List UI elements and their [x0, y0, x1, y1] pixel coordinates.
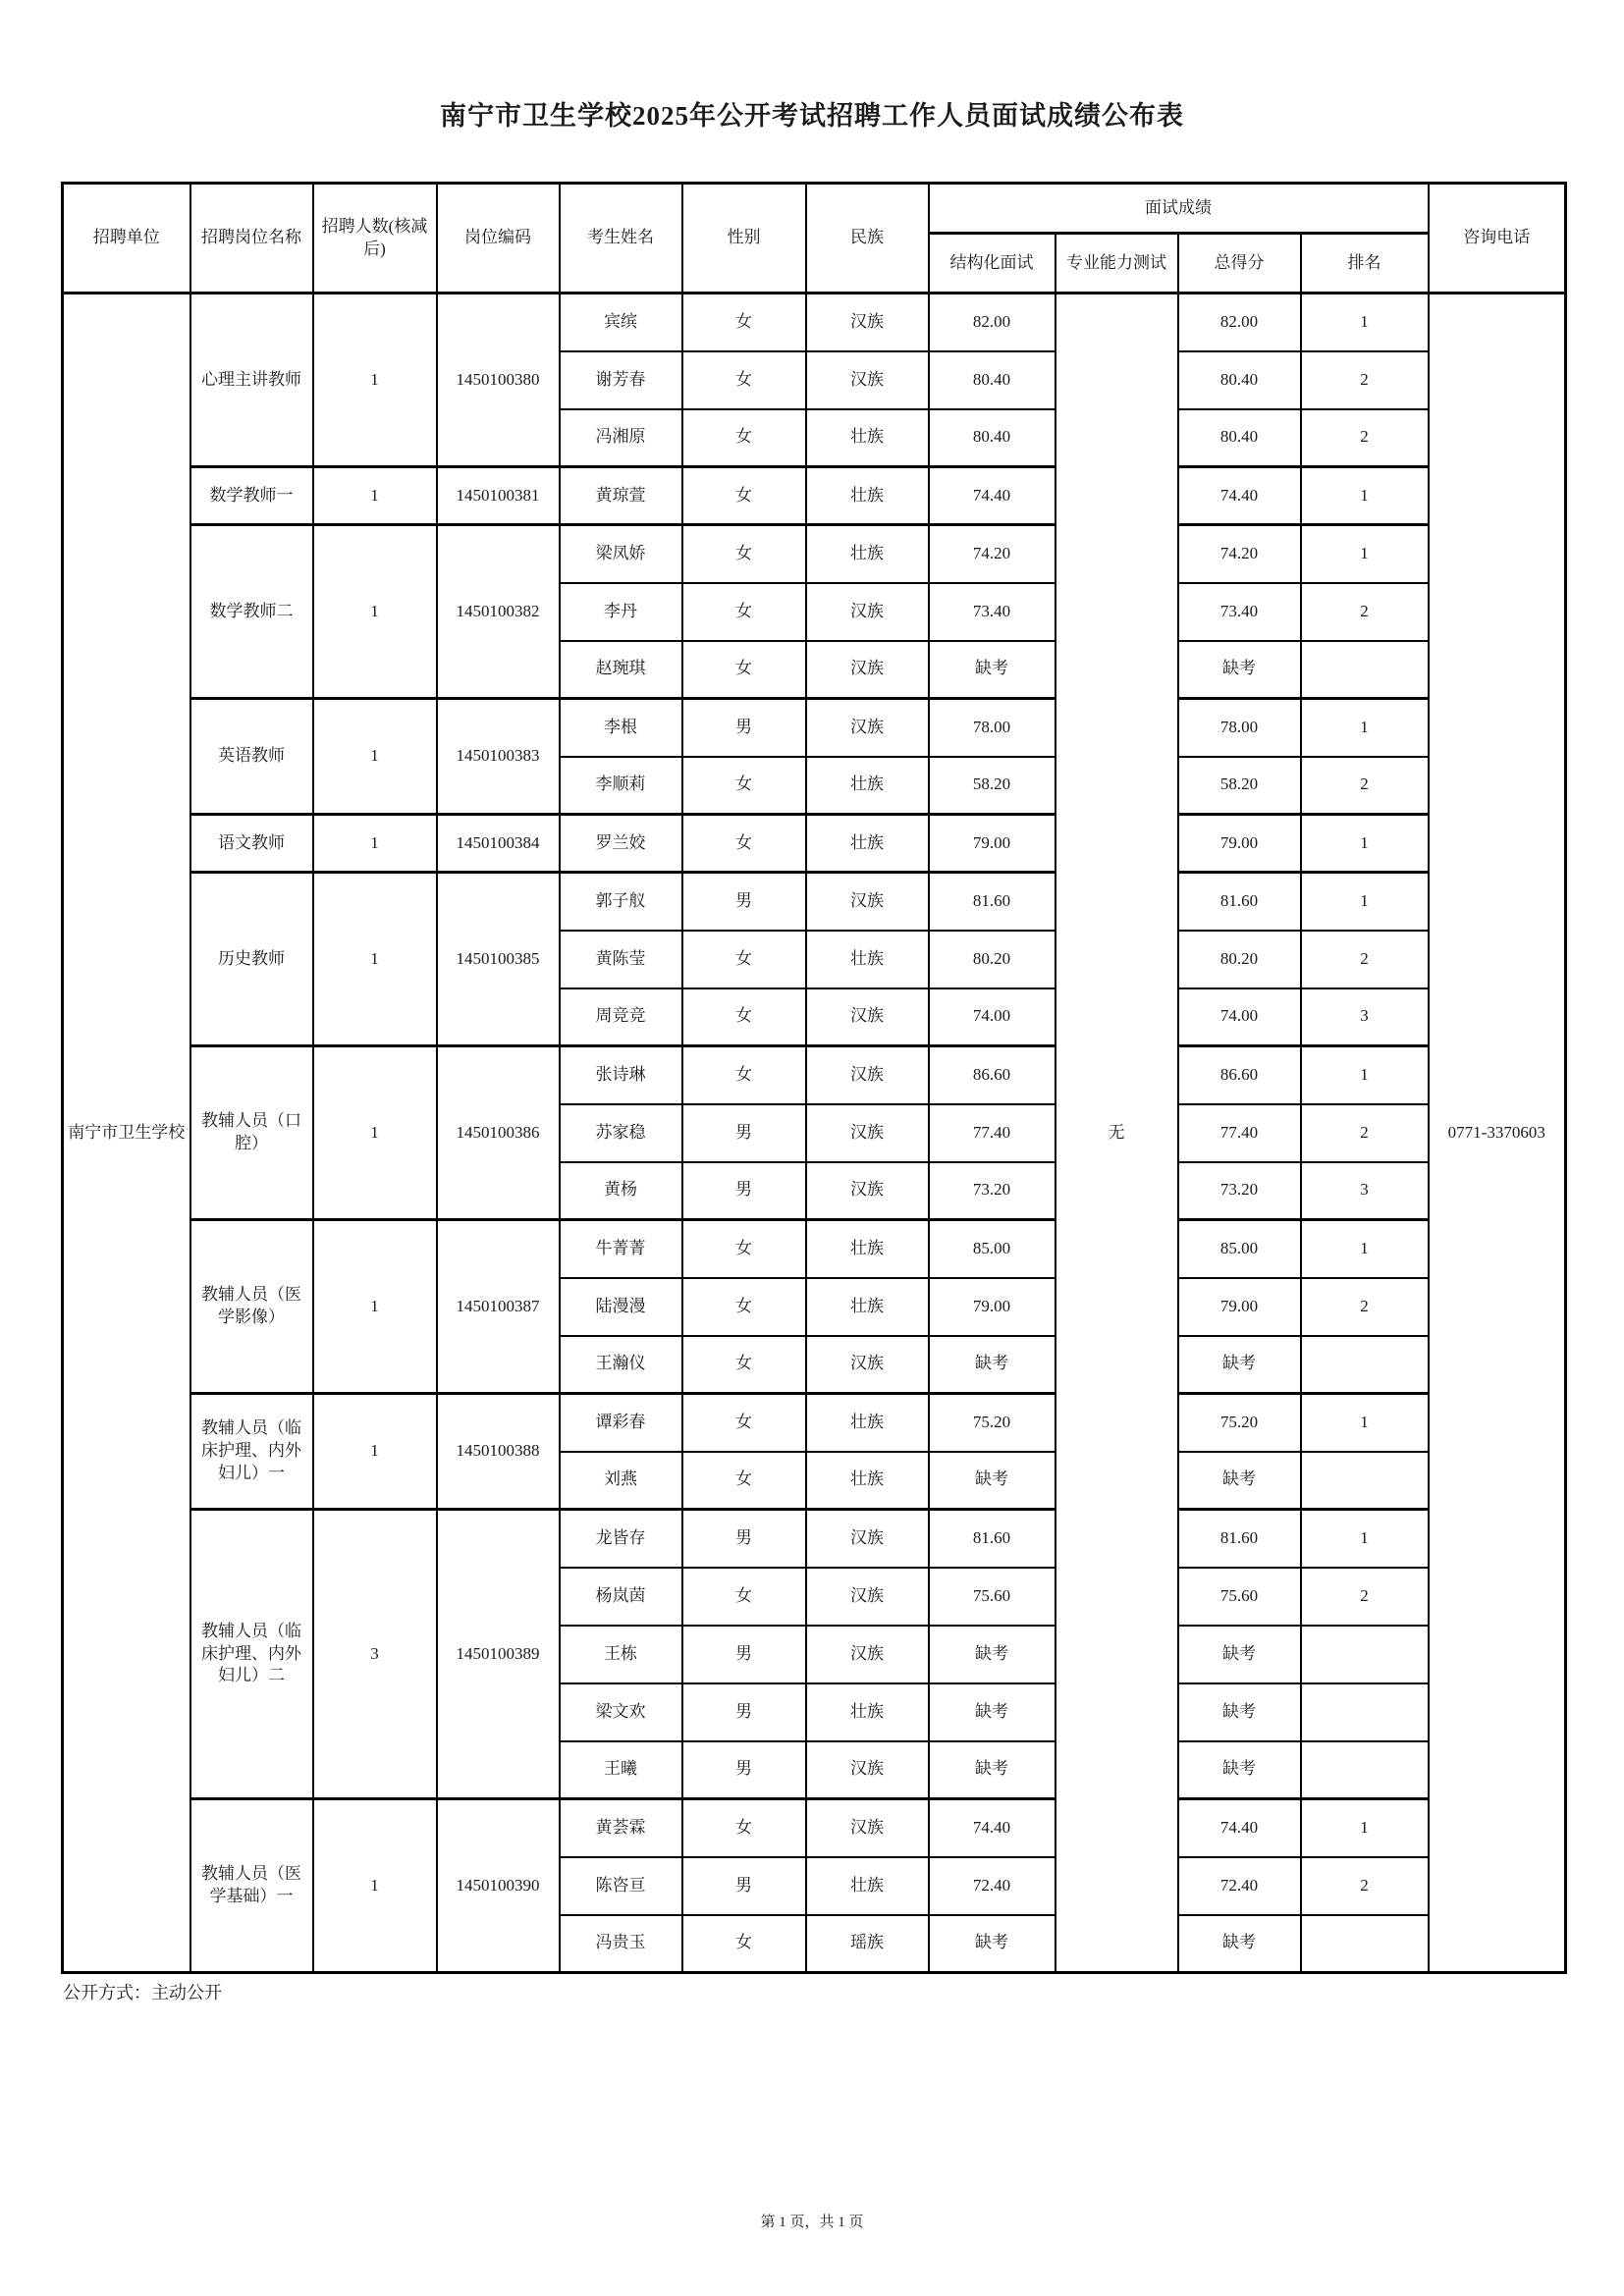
- structured-score-cell: 85.00: [929, 1220, 1056, 1278]
- header-total: 总得分: [1178, 234, 1301, 294]
- structured-score-cell: 74.40: [929, 1799, 1056, 1857]
- structured-score-cell: 75.20: [929, 1394, 1056, 1452]
- score-table-container: [61, 182, 1567, 1974]
- total-score-cell: 缺考: [1178, 1336, 1301, 1394]
- structured-score-cell: 58.20: [929, 757, 1056, 815]
- candidate-name-cell: 张诗琳: [560, 1046, 682, 1104]
- total-score-cell: 80.40: [1178, 351, 1301, 409]
- total-score-cell: 74.00: [1178, 988, 1301, 1046]
- headcount-cell: 1: [313, 294, 437, 467]
- candidate-name-cell: 苏家稳: [560, 1104, 682, 1162]
- rank-cell: 2: [1301, 1104, 1429, 1162]
- header-interview-group: 面试成绩: [929, 184, 1429, 234]
- ethnicity-cell: 汉族: [806, 988, 929, 1046]
- ethnicity-cell: 壮族: [806, 1394, 929, 1452]
- ethnicity-cell: 壮族: [806, 815, 929, 873]
- rank-cell: [1301, 1741, 1429, 1799]
- position-cell: 数学教师二: [190, 525, 313, 699]
- rank-cell: 1: [1301, 525, 1429, 583]
- structured-score-cell: 缺考: [929, 641, 1056, 699]
- candidate-name-cell: 黄陈莹: [560, 931, 682, 988]
- headcount-cell: 3: [313, 1510, 437, 1799]
- structured-score-cell: 72.40: [929, 1857, 1056, 1915]
- total-score-cell: 80.40: [1178, 409, 1301, 467]
- rank-cell: 3: [1301, 988, 1429, 1046]
- gender-cell: 女: [682, 1915, 806, 1973]
- gender-cell: 男: [682, 1741, 806, 1799]
- headcount-cell: 1: [313, 699, 437, 815]
- header-rank: 排名: [1301, 234, 1429, 294]
- gender-cell: 男: [682, 1162, 806, 1220]
- total-score-cell: 79.00: [1178, 1278, 1301, 1336]
- table-row: [63, 815, 1566, 873]
- gender-cell: 女: [682, 1220, 806, 1278]
- structured-score-cell: 81.60: [929, 873, 1056, 931]
- structured-score-cell: 79.00: [929, 815, 1056, 873]
- rank-cell: 1: [1301, 815, 1429, 873]
- gender-cell: 男: [682, 1104, 806, 1162]
- ethnicity-cell: 汉族: [806, 1799, 929, 1857]
- total-score-cell: 73.20: [1178, 1162, 1301, 1220]
- rank-cell: 1: [1301, 467, 1429, 525]
- header-headcount: 招聘人数(核减后): [313, 184, 437, 294]
- rank-cell: [1301, 641, 1429, 699]
- professional-test-cell: 无: [1056, 294, 1178, 1973]
- header-unit: 招聘单位: [63, 184, 190, 294]
- rank-cell: 2: [1301, 351, 1429, 409]
- candidate-name-cell: 王曦: [560, 1741, 682, 1799]
- page-number: 第 1 页，共 1 页: [760, 2215, 864, 2230]
- gender-cell: 女: [682, 641, 806, 699]
- candidate-name-cell: 黄杨: [560, 1162, 682, 1220]
- total-score-cell: 85.00: [1178, 1220, 1301, 1278]
- rank-cell: 2: [1301, 583, 1429, 641]
- gender-cell: 女: [682, 467, 806, 525]
- ethnicity-cell: 壮族: [806, 525, 929, 583]
- position-cell: 教辅人员（口腔）: [190, 1046, 313, 1220]
- gender-cell: 男: [682, 1683, 806, 1741]
- candidate-name-cell: 郭子舣: [560, 873, 682, 931]
- gender-cell: 女: [682, 525, 806, 583]
- disclosure-note: 公开方式：主动公开: [63, 1983, 222, 2002]
- structured-score-cell: 74.00: [929, 988, 1056, 1046]
- candidate-name-cell: 冯贵玉: [560, 1915, 682, 1973]
- candidate-name-cell: 王栋: [560, 1626, 682, 1683]
- candidate-name-cell: 黄荟霖: [560, 1799, 682, 1857]
- code-cell: 1450100383: [437, 699, 560, 815]
- structured-score-cell: 缺考: [929, 1452, 1056, 1510]
- table-header: [63, 184, 1566, 294]
- header-professional: 专业能力测试: [1056, 234, 1178, 294]
- candidate-name-cell: 牛菁菁: [560, 1220, 682, 1278]
- candidate-name-cell: 陆漫漫: [560, 1278, 682, 1336]
- headcount-cell: 1: [313, 1220, 437, 1394]
- rank-cell: 1: [1301, 699, 1429, 757]
- candidate-name-cell: 龙皆存: [560, 1510, 682, 1568]
- gender-cell: 男: [682, 699, 806, 757]
- ethnicity-cell: 汉族: [806, 351, 929, 409]
- position-cell: 教辅人员（医学基础）一: [190, 1799, 313, 1973]
- candidate-name-cell: 黄琼萱: [560, 467, 682, 525]
- position-cell: 历史教师: [190, 873, 313, 1046]
- headcount-cell: 1: [313, 1046, 437, 1220]
- code-cell: 1450100389: [437, 1510, 560, 1799]
- header-position: 招聘岗位名称: [190, 184, 313, 294]
- table-row: [63, 467, 1566, 525]
- ethnicity-cell: 汉族: [806, 1510, 929, 1568]
- gender-cell: 女: [682, 1046, 806, 1104]
- ethnicity-cell: 汉族: [806, 1741, 929, 1799]
- code-cell: 1450100385: [437, 873, 560, 1046]
- structured-score-cell: 78.00: [929, 699, 1056, 757]
- code-cell: 1450100390: [437, 1799, 560, 1973]
- candidate-name-cell: 李丹: [560, 583, 682, 641]
- header-name: 考生姓名: [560, 184, 682, 294]
- table-row: [63, 525, 1566, 583]
- code-cell: 1450100380: [437, 294, 560, 467]
- gender-cell: 女: [682, 815, 806, 873]
- gender-cell: 女: [682, 409, 806, 467]
- ethnicity-cell: 汉族: [806, 1046, 929, 1104]
- ethnicity-cell: 壮族: [806, 1220, 929, 1278]
- rank-cell: 1: [1301, 873, 1429, 931]
- structured-score-cell: 79.00: [929, 1278, 1056, 1336]
- ethnicity-cell: 汉族: [806, 1626, 929, 1683]
- gender-cell: 女: [682, 583, 806, 641]
- candidate-name-cell: 杨岚茵: [560, 1568, 682, 1626]
- gender-cell: 男: [682, 873, 806, 931]
- position-cell: 数学教师一: [190, 467, 313, 525]
- ethnicity-cell: 壮族: [806, 931, 929, 988]
- header-structured: 结构化面试: [929, 234, 1056, 294]
- candidate-name-cell: 王瀚仪: [560, 1336, 682, 1394]
- code-cell: 1450100381: [437, 467, 560, 525]
- candidate-name-cell: 赵琬琪: [560, 641, 682, 699]
- rank-cell: 1: [1301, 1799, 1429, 1857]
- structured-score-cell: 80.40: [929, 351, 1056, 409]
- total-score-cell: 缺考: [1178, 1452, 1301, 1510]
- structured-score-cell: 80.20: [929, 931, 1056, 988]
- ethnicity-cell: 汉族: [806, 583, 929, 641]
- total-score-cell: 75.20: [1178, 1394, 1301, 1452]
- candidate-name-cell: 李根: [560, 699, 682, 757]
- total-score-cell: 78.00: [1178, 699, 1301, 757]
- ethnicity-cell: 汉族: [806, 641, 929, 699]
- rank-cell: 1: [1301, 1046, 1429, 1104]
- structured-score-cell: 77.40: [929, 1104, 1056, 1162]
- candidate-name-cell: 梁文欢: [560, 1683, 682, 1741]
- total-score-cell: 80.20: [1178, 931, 1301, 988]
- candidate-name-cell: 周竞竞: [560, 988, 682, 1046]
- total-score-cell: 缺考: [1178, 1626, 1301, 1683]
- structured-score-cell: 缺考: [929, 1683, 1056, 1741]
- gender-cell: 女: [682, 1799, 806, 1857]
- structured-score-cell: 缺考: [929, 1915, 1056, 1973]
- ethnicity-cell: 壮族: [806, 757, 929, 815]
- code-cell: 1450100384: [437, 815, 560, 873]
- gender-cell: 女: [682, 988, 806, 1046]
- ethnicity-cell: 汉族: [806, 294, 929, 351]
- ethnicity-cell: 汉族: [806, 1104, 929, 1162]
- structured-score-cell: 73.20: [929, 1162, 1056, 1220]
- table-row: [63, 1799, 1566, 1857]
- position-cell: 心理主讲教师: [190, 294, 313, 467]
- ethnicity-cell: 汉族: [806, 873, 929, 931]
- gender-cell: 女: [682, 1394, 806, 1452]
- structured-score-cell: 82.00: [929, 294, 1056, 351]
- ethnicity-cell: 汉族: [806, 1336, 929, 1394]
- table-row: [63, 294, 1566, 351]
- candidate-name-cell: 梁凤娇: [560, 525, 682, 583]
- position-cell: 语文教师: [190, 815, 313, 873]
- table-row: [63, 873, 1566, 931]
- table-row: [63, 1220, 1566, 1278]
- candidate-name-cell: 刘燕: [560, 1452, 682, 1510]
- total-score-cell: 缺考: [1178, 1683, 1301, 1741]
- structured-score-cell: 缺考: [929, 1741, 1056, 1799]
- header-gender: 性别: [682, 184, 806, 294]
- candidate-name-cell: 宾缤: [560, 294, 682, 351]
- gender-cell: 女: [682, 757, 806, 815]
- rank-cell: [1301, 1336, 1429, 1394]
- code-cell: 1450100382: [437, 525, 560, 699]
- position-cell: 教辅人员（临床护理、内外妇儿）二: [190, 1510, 313, 1799]
- rank-cell: [1301, 1683, 1429, 1741]
- page-title: 南宁市卫生学校2025年公开考试招聘工作人员面试成绩公布表: [440, 101, 1184, 131]
- rank-cell: [1301, 1452, 1429, 1510]
- gender-cell: 女: [682, 1278, 806, 1336]
- structured-score-cell: 缺考: [929, 1626, 1056, 1683]
- rank-cell: 2: [1301, 409, 1429, 467]
- total-score-cell: 74.40: [1178, 1799, 1301, 1857]
- total-score-cell: 缺考: [1178, 641, 1301, 699]
- table-row: [63, 699, 1566, 757]
- total-score-cell: 82.00: [1178, 294, 1301, 351]
- total-score-cell: 79.00: [1178, 815, 1301, 873]
- rank-cell: 1: [1301, 1510, 1429, 1568]
- rank-cell: [1301, 1915, 1429, 1973]
- gender-cell: 男: [682, 1510, 806, 1568]
- total-score-cell: 缺考: [1178, 1915, 1301, 1973]
- candidate-name-cell: 罗兰姣: [560, 815, 682, 873]
- header-ethnicity: 民族: [806, 184, 929, 294]
- structured-score-cell: 80.40: [929, 409, 1056, 467]
- gender-cell: 女: [682, 1336, 806, 1394]
- position-cell: 教辅人员（医学影像）: [190, 1220, 313, 1394]
- ethnicity-cell: 瑶族: [806, 1915, 929, 1973]
- rank-cell: 2: [1301, 1857, 1429, 1915]
- headcount-cell: 1: [313, 525, 437, 699]
- total-score-cell: 73.40: [1178, 583, 1301, 641]
- headcount-cell: 1: [313, 815, 437, 873]
- code-cell: 1450100387: [437, 1220, 560, 1394]
- score-table-body: [63, 294, 1566, 1973]
- ethnicity-cell: 壮族: [806, 1683, 929, 1741]
- ethnicity-cell: 汉族: [806, 1568, 929, 1626]
- rank-cell: 1: [1301, 294, 1429, 351]
- rank-cell: 2: [1301, 1278, 1429, 1336]
- header-code: 岗位编码: [437, 184, 560, 294]
- score-table: [61, 182, 1567, 1974]
- structured-score-cell: 74.40: [929, 467, 1056, 525]
- rank-cell: 1: [1301, 1220, 1429, 1278]
- headcount-cell: 1: [313, 873, 437, 1046]
- rank-cell: 2: [1301, 931, 1429, 988]
- table-row: [63, 1046, 1566, 1104]
- headcount-cell: 1: [313, 467, 437, 525]
- code-cell: 1450100386: [437, 1046, 560, 1220]
- gender-cell: 男: [682, 1857, 806, 1915]
- ethnicity-cell: 汉族: [806, 1162, 929, 1220]
- candidate-name-cell: 谢芳春: [560, 351, 682, 409]
- header-phone: 咨询电话: [1429, 184, 1566, 294]
- headcount-cell: 1: [313, 1799, 437, 1973]
- total-score-cell: 72.40: [1178, 1857, 1301, 1915]
- total-score-cell: 81.60: [1178, 873, 1301, 931]
- gender-cell: 女: [682, 931, 806, 988]
- candidate-name-cell: 谭彩春: [560, 1394, 682, 1452]
- ethnicity-cell: 汉族: [806, 699, 929, 757]
- position-cell: 英语教师: [190, 699, 313, 815]
- total-score-cell: 81.60: [1178, 1510, 1301, 1568]
- rank-cell: 2: [1301, 1568, 1429, 1626]
- ethnicity-cell: 壮族: [806, 467, 929, 525]
- ethnicity-cell: 壮族: [806, 409, 929, 467]
- rank-cell: 3: [1301, 1162, 1429, 1220]
- structured-score-cell: 86.60: [929, 1046, 1056, 1104]
- table-row: [63, 1510, 1566, 1568]
- gender-cell: 女: [682, 1568, 806, 1626]
- position-cell: 教辅人员（临床护理、内外妇儿）一: [190, 1394, 313, 1510]
- structured-score-cell: 81.60: [929, 1510, 1056, 1568]
- total-score-cell: 86.60: [1178, 1046, 1301, 1104]
- gender-cell: 女: [682, 294, 806, 351]
- candidate-name-cell: 李顺莉: [560, 757, 682, 815]
- code-cell: 1450100388: [437, 1394, 560, 1510]
- structured-score-cell: 75.60: [929, 1568, 1056, 1626]
- candidate-name-cell: 陈咨亘: [560, 1857, 682, 1915]
- ethnicity-cell: 壮族: [806, 1278, 929, 1336]
- total-score-cell: 缺考: [1178, 1741, 1301, 1799]
- rank-cell: 2: [1301, 757, 1429, 815]
- gender-cell: 男: [682, 1626, 806, 1683]
- total-score-cell: 74.40: [1178, 467, 1301, 525]
- structured-score-cell: 73.40: [929, 583, 1056, 641]
- total-score-cell: 75.60: [1178, 1568, 1301, 1626]
- total-score-cell: 77.40: [1178, 1104, 1301, 1162]
- rank-cell: 1: [1301, 1394, 1429, 1452]
- gender-cell: 女: [682, 351, 806, 409]
- rank-cell: [1301, 1626, 1429, 1683]
- headcount-cell: 1: [313, 1394, 437, 1510]
- structured-score-cell: 缺考: [929, 1336, 1056, 1394]
- ethnicity-cell: 壮族: [806, 1857, 929, 1915]
- ethnicity-cell: 壮族: [806, 1452, 929, 1510]
- total-score-cell: 74.20: [1178, 525, 1301, 583]
- table-row: [63, 1394, 1566, 1452]
- phone-cell: 0771-3370603: [1429, 294, 1566, 1973]
- gender-cell: 女: [682, 1452, 806, 1510]
- structured-score-cell: 74.20: [929, 525, 1056, 583]
- unit-cell: 南宁市卫生学校: [63, 294, 190, 1973]
- candidate-name-cell: 冯湘原: [560, 409, 682, 467]
- total-score-cell: 58.20: [1178, 757, 1301, 815]
